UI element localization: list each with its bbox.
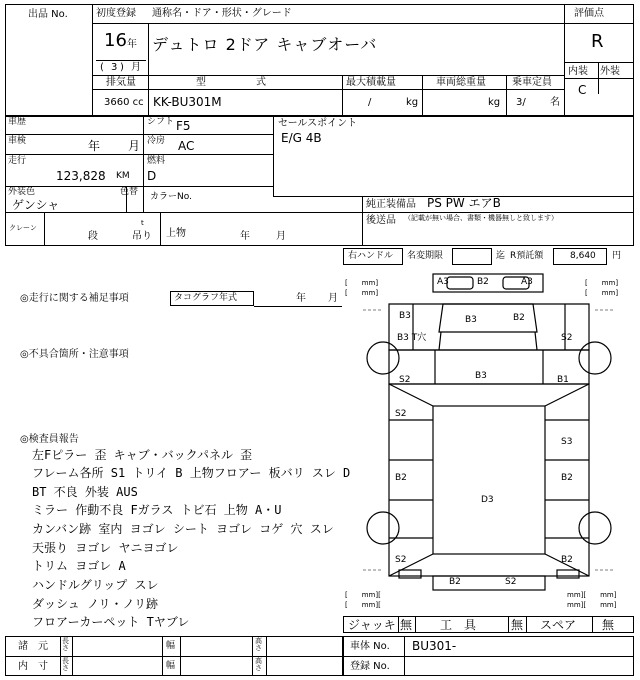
model-code: KK-BU301M [153, 95, 222, 109]
selling-points-value: E/G 4B [281, 131, 322, 145]
tax-unit: 円 [612, 251, 622, 261]
spare-label: スペア [540, 618, 577, 632]
damage-mark: S2 [399, 375, 411, 385]
upper-label: 上物 [166, 228, 186, 239]
fuel-value: D [147, 169, 157, 183]
model-name: デュトロ 2ドア キャブオーバ [152, 35, 378, 54]
damage-mark: B2 [477, 277, 489, 287]
upper-year: 年 [240, 231, 250, 242]
inspection-month-unit: 月 [128, 139, 141, 153]
damage-mark: S2 [395, 555, 407, 565]
damage-mark: S2 [395, 409, 407, 419]
tools-value: 無 [511, 618, 524, 632]
upper-month: 月 [276, 231, 286, 242]
chassis-no-label: 車体 No. [350, 641, 390, 652]
width-label: 幅 [166, 661, 176, 671]
damage-mark: B1 [557, 375, 569, 385]
right-hand-label: 右ハンドル [348, 251, 394, 261]
inspector-line: 天張り ヨゴレ ヤニヨゴレ [32, 541, 179, 555]
crane-ton: t [141, 219, 144, 227]
month-bracket-close: ) [120, 62, 124, 73]
lot-no-label: 出品 No. [28, 9, 68, 20]
rating-value: R [591, 31, 604, 52]
name-change-label: 名変期限 [407, 251, 444, 261]
truck-outline [343, 270, 634, 616]
damage-mark: B3 [399, 311, 411, 321]
month-bracket-open: ( [100, 62, 104, 73]
inspector-line: フレーム各所 S1 トリイ B 上物フロアー 板バリ スレ D [32, 466, 351, 480]
damage-mark: B2 [561, 473, 573, 483]
damage-mark: A3 [521, 277, 533, 287]
damage-mark: B3 [475, 371, 487, 381]
delivery-label: 後送品 [366, 215, 396, 226]
inspector-label: ◎検査員報告 [20, 434, 79, 445]
year-unit: 年 [127, 39, 137, 50]
crane-hoist: 吊り [132, 231, 152, 242]
equipment-label: 純正装備品 [366, 199, 416, 210]
exterior-label: 外装 [600, 66, 620, 77]
shift-label: シフト [147, 117, 175, 127]
inspector-line: カンバン跡 室内 ヨゴレ シート ヨゴレ コゲ 穴 スレ [32, 522, 334, 536]
damage-mark: B2 [513, 313, 525, 323]
selling-points-label: セールスポイント [278, 118, 358, 129]
interior-grade: C [578, 83, 587, 97]
measure-top-right-1: [ mm] [585, 279, 619, 287]
type-label: 型 式 [196, 77, 266, 88]
tax-value: 8,640 [570, 251, 596, 261]
vehicle-diagram [343, 270, 634, 616]
length-label: 長さ [62, 637, 69, 652]
measure-bottom-left-2: [ mm][ [345, 601, 381, 609]
inner-dim-label: 内 寸 [18, 661, 48, 672]
jack-label: ジャッキ [348, 618, 396, 632]
month-unit: 月 [131, 62, 141, 73]
color-label: 外装色 [8, 187, 36, 197]
height-label: 高さ [255, 657, 262, 672]
measure-top-left-1: [ mm] [345, 279, 379, 287]
delivery-note: （記載が無い場合、書類・機器無しと致します） [404, 214, 558, 222]
fuel-label: 燃料 [147, 156, 166, 166]
rating-label: 評価点 [574, 8, 604, 19]
tachograph-line [254, 306, 342, 307]
name-change-unit: 迄 [496, 251, 506, 261]
reg-no-label: 登録 No. [350, 661, 390, 672]
damage-mark: B2 [561, 555, 573, 565]
inspector-line: ハンドルグリップ スレ [32, 578, 159, 592]
inspector-line: ダッシュ ノリ・ノリ跡 [32, 597, 159, 611]
history-label: 車歴 [8, 117, 27, 127]
inspector-line: トリム ヨゴレ A [32, 559, 126, 573]
inspector-line: フロアーカーペット Tヤブレ [32, 615, 190, 629]
measure-top-left-2: [ mm] [345, 289, 379, 297]
crane-stage: 段 [88, 231, 98, 242]
damage-mark: S2 [505, 577, 517, 587]
jack-value: 無 [400, 618, 413, 632]
inspector-line: BT 不良 外装 AUS [32, 485, 138, 499]
color-change-label: 色替 [120, 187, 139, 197]
damage-mark: B3 T穴 [397, 333, 427, 343]
mileage-label: 走行 [8, 156, 27, 166]
gross-weight-label: 車両総重量 [436, 77, 486, 88]
capacity-value: 3/ [516, 97, 526, 108]
measure-bottom-right-1: mm][ mm] [567, 591, 617, 599]
model-label: 通称名・ドア・形状・グレード [152, 8, 292, 19]
spec-dim-label: 諸 元 [18, 641, 48, 652]
mileage-unit: KM [116, 171, 130, 181]
max-load-value: / [368, 97, 372, 108]
displacement-label: 排気量 [106, 77, 136, 88]
measure-bottom-left-1: [ mm][ [345, 591, 381, 599]
color-no-label: カラーNo. [150, 192, 192, 202]
measure-bottom-right-2: mm][ mm] [567, 601, 617, 609]
name-change-box [452, 248, 492, 265]
height-label: 高さ [255, 637, 262, 652]
damage-mark: D3 [481, 495, 494, 505]
damage-mark: B2 [395, 473, 407, 483]
capacity-label: 乗車定員 [512, 77, 552, 88]
crane-label: クレーン [9, 224, 37, 232]
first-reg-year: 16 [104, 30, 127, 51]
first-reg-month: 3 [111, 62, 118, 73]
damage-mark: S3 [561, 437, 573, 447]
spare-value: 無 [602, 618, 615, 632]
mileage-value: 123,828 [56, 169, 106, 183]
inspector-line: ミラー 作動不良 Fガラス トビ石 上物 A・U [32, 503, 282, 517]
width-label: 幅 [166, 641, 176, 651]
displacement-value: 3660 cc [104, 97, 144, 108]
tools-label: 工 具 [440, 618, 477, 632]
damage-mark: A3 [437, 277, 449, 287]
first-reg-label: 初度登録 [96, 8, 136, 19]
damage-mark: S2 [561, 333, 573, 343]
ac-value: AC [178, 139, 195, 153]
max-load-label: 最大積載量 [346, 77, 396, 88]
max-load-kg: kg [406, 97, 419, 108]
driving-remarks-label: ◎走行に関する補足事項 [20, 293, 129, 304]
damage-mark: B2 [449, 577, 461, 587]
chassis-no-value: BU301- [412, 639, 457, 653]
inspection-label: 車検 [8, 136, 27, 146]
interior-label: 内装 [568, 66, 588, 77]
tachograph-month: 月 [328, 293, 338, 304]
gross-weight-kg: kg [488, 97, 501, 108]
inspector-line: 左Fピラー 歪 キャブ・バックパネル 歪 [32, 448, 253, 462]
color-value: ゲンシャ [12, 198, 60, 212]
defects-label: ◎不具合箇所・注意事項 [20, 349, 129, 360]
inspection-year-unit: 年 [88, 139, 101, 153]
equipment-value: PS PW エアB [427, 196, 501, 210]
capacity-unit: 名 [550, 97, 560, 108]
damage-mark: B3 [465, 315, 477, 325]
shift-value: F5 [176, 119, 191, 133]
tax-label: R預託額 [510, 251, 544, 261]
length-label: 長さ [62, 657, 69, 672]
ac-label: 冷房 [147, 136, 166, 146]
measure-top-right-2: [ mm] [585, 289, 619, 297]
tachograph-label: タコグラフ年式 [174, 293, 238, 303]
tachograph-year: 年 [296, 293, 306, 304]
